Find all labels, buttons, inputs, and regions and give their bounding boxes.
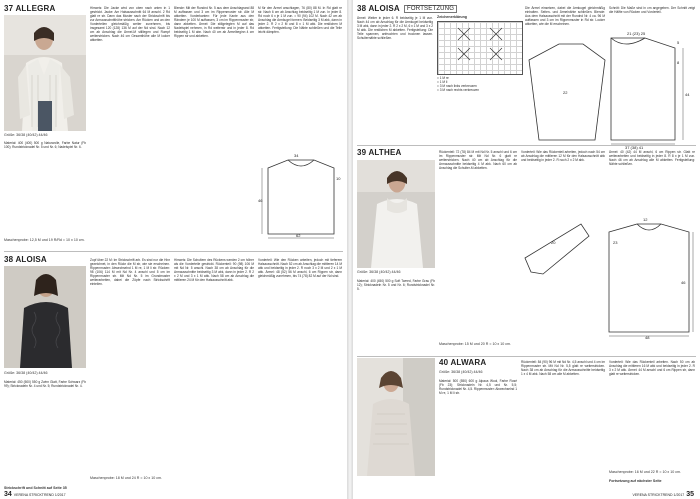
allegra-instructions-col1: Hinweis: Die Jacke wird von oben nach unten in 1 gestrickt. Jacke: Am Halsausschnitt 64 M anschl. 2 Rd glatt re str. Dann das Muster nach der Strickschrift bis zur Armausschnitthöhe stricken. Am Rücken und an den Vorderteilen gleichmäßig weiter zunehmen, bis insgesamt 120 (128) 136 M auf der Nd sind. Nach 12 cm ab Anschlag die Ärmel-M stilllegen und Rumpf weiterstricken. Nach 46 cm Gesamthöhe alle M locker abketten. — [90, 6, 170, 43]
left-page-number: 34 — [4, 491, 12, 498]
aloisa-dim-6: 37 (38) 41 — [625, 145, 644, 150]
section-divider-right-2 — [357, 356, 696, 357]
althea-material-text: Material: 400 (450) 500 g Soft Tweed, Farbe Grau (Fb 12); Stricknadeln Nr. 5 und Nr. 6; Rundstricknadel Nr. 5. — [357, 279, 435, 292]
aloisa-footer: Strickschrift und Schnitt auf Seite 35 — [4, 486, 67, 490]
alwara-instructions-col3: Vorderteil: Wie das Rückenteil arbeiten. Nach 50 cm ab Anschlag die mittleren 16 M abk und beidseitig in jeder 2. R 3 x 2 M abk. Ärmel: 44 M anschl und 6 cm Rippen str, dann glatt re weiterstricken. — [609, 360, 695, 377]
aloisa-schematic — [525, 30, 697, 150]
alwara-heading — [439, 358, 486, 367]
allegra-title: ALLEGRA — [15, 4, 56, 13]
althea-dim-5: 48 — [645, 335, 650, 340]
allegra-dim-4: 10 — [336, 176, 341, 181]
aloisa-cont-number: 38 — [357, 4, 367, 13]
aloisa-cont-col4: Schnitt: Die Maße sind in cm angegeben. Der Schnitt zeigt die Hälfte von Rücken und Vorderteil. — [609, 6, 695, 15]
althea-dim-4: 46 — [681, 280, 686, 285]
althea-size: Größe: 36/38 (40/42) 44/46 — [357, 270, 401, 274]
althea-schematic — [521, 214, 697, 340]
aloisa-cont-title: ALOISA — [368, 4, 400, 13]
allegra-instructions-col3: M für den Ärmel anschlagen, 76 (80) 88 M. In Rd glatt re str. Nach 6 cm ab Anschlag beidseitig 1 M zun. In jeder 8. Rd noch 6 x je 1 M zun. = 90 (94) 102 M. Nach 42 cm ab Anschlag die Armkugel formen: Beidseitig 3 M abk, dann in jeder 2. R 2 x 2 M und 8 x 1 M abk. Die restlichen M abketten. Fertigstellung: Die Nähte schließen und die Teile leicht dämpfen. — [258, 6, 342, 35]
aloisa-dim-2: 5 — [677, 40, 680, 45]
allegra-instructions-col2: Blende: Mit der Rundnd Nr. 5 aus dem Anschlagrand 88 M auffassen und 3 cm im Rippenmuster str. Alle M abketten. Vorderkanten: Für jede Kante aus den Rändern je 100 M auffassen, 3 cm im Rippenmuster str, dann abketten. Ärmel: Die stillgelegten M auf das Nadelspiel nehmen, in Rd weiterstr und in jeder 8. Rd beidseitig 1 M abn. Nach 40 cm ab Ärmelbeginn 4 cm Rippen str und abketten. — [174, 6, 254, 39]
aloisa-title: ALOISA — [15, 255, 47, 264]
allegra-photo — [4, 15, 86, 131]
althea-dim-2: 20 — [551, 240, 556, 245]
althea-dim-3: 23 — [613, 240, 618, 245]
right-page-number: 35 — [686, 491, 694, 498]
aloisa-gauge: Maschenprobe: 18 M und 24 R = 10 x 10 cm. — [90, 476, 163, 480]
allegra-number: 37 — [4, 4, 14, 13]
legend-item-purl: = 1 M li — [437, 80, 448, 85]
allegra-schematic — [258, 150, 344, 240]
althea-heading — [357, 148, 402, 157]
legend-item-knit: = 1 M re — [437, 76, 449, 80]
left-folio — [4, 491, 66, 498]
legend-item-cable-left: = 3 M nach links verkreuzen — [437, 84, 477, 89]
aloisa-cont-col3: Die Ärmel einsetzen, dabei die Armkugel gleichmäßig einhalten. Seiten- und Ärmelnähte schließen. Blende: Aus dem Halsausschnitt mit der Rundnd Nr. 4 ca. 96 M auffassen und 3 cm im Rippenmuster in Rd str. Locker abketten, wie die M erscheinen. — [525, 6, 605, 27]
alwara-size: Größe: 36/38 (40/42) 44/46 — [439, 370, 483, 374]
alwara-photo — [357, 358, 435, 476]
allegra-size: Größe: 36/38 (40/42) 44/46 — [4, 133, 48, 137]
alwara-title: ALWARA — [450, 358, 487, 367]
left-folio-note: VERENA STRICKTREND 1/2017 — [13, 493, 66, 497]
althea-photo — [357, 160, 435, 268]
aloisa-dim-4: 44 — [685, 92, 690, 97]
legend-item-cable-right: = 3 M nach rechts verkreuzen — [437, 88, 480, 93]
right-page — [353, 0, 700, 499]
stitch-chart — [437, 21, 523, 75]
alwara-footer: Fortsetzung auf nächster Seite — [609, 479, 662, 483]
left-page — [0, 0, 348, 499]
aloisa-instructions-col1: Zopf über 22 M: Im Strickschrift arb. Es sind nur die Hinr gezeichnet, in den Rückr die M str, wie sie erscheinen. Rippenmuster: Abwechselnd 1 M re, 1 M li str. Rücken: 98 (106) 114 M mit Nd Nr. 4 anschl und 5 cm im Rippenmuster str. Mit Nd Nr. 5 im Grundmuster weiterarbeiten, dabei die Zöpfe nach Strickschrift einteilen. — [90, 258, 170, 287]
aloisa-cont-heading — [357, 4, 457, 13]
althea-instructions-col3: Ärmel: 40 (42) 44 M anschl, 6 cm Rippen str. Glatt re weiterarbeiten und beidseitig in jeder 8. R 8 x je 1 M zun. Nach 46 cm ab Anschlag alle M abketten. Fertigstellung: Nähte schließen. — [609, 150, 695, 167]
right-folio — [631, 491, 695, 498]
aloisa-dim-1: 21 (23) 25 — [627, 31, 646, 36]
aloisa-instructions-col2: Hinweis: Die Schultern des Rückens werden 2 cm höher als die Vorderteile gestrickt. Rückenteil: 90 (98) 106 M mit Nd Nr. 5 anschl. Nach 38 cm ab Anschlag für die Armausschnitte beidseitig 3 M abk, dann in jeder 2. R 2 x 2 M und 3 x 1 M abk. Nach 58 cm ab Anschlag die mittleren 24 M für den Halsausschnitt abk. — [174, 258, 254, 283]
althea-number: 39 — [357, 148, 367, 157]
aloisa-dim-5: 22 — [563, 90, 568, 95]
right-folio-note: VERENA STRICKTREND 1/2017 — [632, 493, 685, 497]
allegra-dim-2: 46 — [258, 198, 263, 203]
aloisa-dim-3: 8 — [677, 60, 680, 65]
allegra-heading — [4, 4, 56, 13]
allegra-dim-1: 34 — [294, 153, 299, 158]
aloisa-material-text: Material: 450 (500) 550 g Zwirn Glatt, Farbe Schwarz (Fb 99); Stricknadeln Nr. 4 und Nr. 5; Rundstricknadel Nr. 4. — [4, 380, 86, 389]
legend-title: Zeichenerklärung — [437, 15, 467, 19]
alwara-number: 40 — [439, 358, 449, 367]
althea-gauge: Maschenprobe: 15 M und 20 R = 10 x 10 cm. — [439, 342, 512, 346]
alwara-instructions-col2: Rückenteil: 84 (90) 96 M mit Nd Nr. 4,5 anschl und 4 cm im Rippenmuster str. Mit Nd Nr. 5,5 glatt re weiterstricken. Nach 38 cm ab Anschlag für die Armausschnitte beidseitig 1 x 4 M abk. Nach 58 cm alle M abketten. — [521, 360, 605, 377]
allegra-gauge: Maschenprobe: 12,5 M und 19 R/Rd = 10 x 10 cm. — [4, 238, 85, 242]
stitch-legend — [437, 76, 521, 114]
aloisa-cont-col1: Ärmel: Weiter in jeder 6. R beidseitig je 1 M zun. Nach 44 cm ab Anschlag für die Armkugel beidseitig 3 M abk, dann in jeder 2. R 2 x 2 M, 6 x 1 M und 3 x 2 M abk. Die restlichen M abketten. Fertigstellung: Die Teile spannen, anfeuchten und trocknen lassen. Schulternähte schließen. — [357, 16, 433, 41]
allegra-dim-3: 62 — [296, 233, 301, 238]
continuation-tag: FORTSETZUNG — [404, 5, 457, 13]
alwara-instructions-col1: Material: 500 (550) 600 g Alpaca Wool, Farbe Rosé (Fb 23); Stricknadeln Nr. 4,5 und Nr. 5,5; Rundstricknadel Nr. 4,5. Rippenmuster: Abwechselnd 1 M re, 1 M li str. — [439, 379, 517, 396]
allegra-material-text: Material: 400 (400) 500 g Naturwolle, Farbe Natur (Fb 100); Rundstricknadel Nr. 5 und Nr. 6; Nadelspiel Nr. 6. — [4, 141, 86, 150]
section-divider-right — [357, 145, 696, 146]
althea-title: ALTHEA — [368, 148, 402, 157]
althea-instructions-col1: Rückenteil: 72 (78) 84 M mit Nd Nr. 5 anschl und 6 cm im Rippenmuster str. Mit Nd Nr. 6 glatt re weiterstricken. Nach 40 cm ab Anschlag für die Armausschnitte beidseitig 4 M abk. Nach 60 cm ab Anschlag die Schulter-M abketten. — [439, 150, 517, 171]
aloisa-heading — [4, 255, 47, 264]
aloisa-size: Größe: 36/38 (40/42) 44/46 — [4, 371, 48, 375]
section-divider — [4, 251, 343, 252]
althea-instructions-col2: Vorderteil: Wie das Rückenteil arbeiten, jedoch nach 54 cm ab Anschlag die mittleren 12 M für den Halsausschnitt abk und beidseitig in jeder 2. R noch 2 x 2 M abk. — [521, 150, 605, 163]
althea-dim-1: 12 — [643, 217, 648, 222]
aloisa-number: 38 — [4, 255, 14, 264]
alwara-gauge: Maschenprobe: 16 M und 22 R = 10 x 10 cm. — [609, 470, 682, 474]
aloisa-photo — [4, 266, 86, 368]
aloisa-instructions-col3: Vorderteil: Wie den Rücken arbeiten, jedoch mit tieferem Halsausschnitt. Nach 52 cm ab Anschlag die mittleren 14 M abk und beidseitig in jeder 2. R noch 3 x 2 M und 2 x 1 M abk. Ärmel: 48 (52) 56 M anschl, 6 cm Rippen str, dann gleichmäßig zunehmen, bis 74 (78) 82 M auf der Nd sind. — [258, 258, 342, 279]
